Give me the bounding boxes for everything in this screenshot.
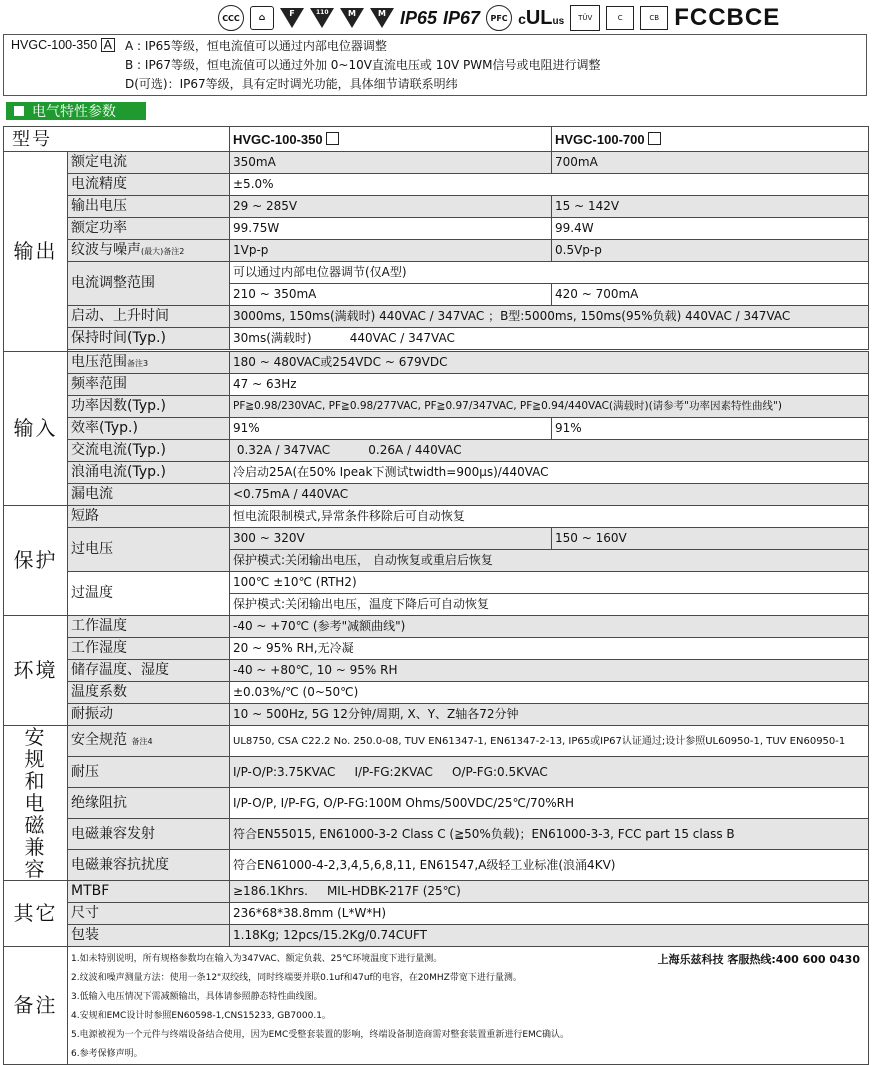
cell: 恒电流限制模式,异常条件移除后可自动恢复: [230, 506, 869, 528]
category-input: 输入: [4, 352, 68, 506]
table-row: [4, 262, 869, 284]
cell: 150 ~ 160V: [552, 528, 869, 550]
table-row: [4, 196, 869, 218]
tuv-cert-icon: TÜV: [570, 5, 600, 31]
mm-mark-icon: M: [370, 8, 394, 28]
spec-table: [3, 126, 869, 1065]
cell: 180 ~ 480VAC或254VDC ~ 679VDC: [230, 352, 869, 374]
row-label: 耐振动: [68, 704, 230, 726]
table-row: [4, 484, 869, 506]
category-note: 备注: [4, 947, 68, 1065]
row-label: 温度系数: [68, 682, 230, 704]
section-title: 电气特性参数: [6, 102, 146, 120]
note-item: 2.纹波和噪声测量方法：使用一条12"双绞线，同时终端要并联0.1uf和47uf的电容，在20MHZ带宽下进行量测。: [71, 973, 522, 983]
table-row: [4, 947, 869, 1065]
cell: I/P-O/P:3.75KVAC I/P-FG:2KVAC O/P-FG:0.5KVAC: [230, 757, 869, 788]
cell: 符合EN61000-4-2,3,4,5,6,8,11, EN61547,A级轻工业标准(浪涌4KV): [230, 850, 869, 881]
cell: 91%: [230, 418, 552, 440]
pfc-mark-icon: PFC: [486, 5, 512, 31]
table-row: [4, 240, 869, 262]
cell: 1Vp-p: [230, 240, 552, 262]
row-label: 启动、上升时间: [68, 306, 230, 328]
table-row: [4, 218, 869, 240]
row-label: 电压范围备注3: [68, 352, 230, 374]
cell: 300 ~ 320V: [230, 528, 552, 550]
square-icon: [14, 106, 24, 116]
table-row: [4, 819, 869, 850]
table-row: [4, 418, 869, 440]
table-row: [4, 638, 869, 660]
row-label: 尺寸: [68, 903, 230, 925]
cell: UL8750, CSA C22.2 No. 250.0-08, TUV EN61347-1, EN61347-2-13, IP65或IP67认证通过;设计参照UL60950-1, TUV EN60950-1: [230, 726, 869, 757]
table-row: [4, 352, 869, 374]
cell: I/P-O/P, I/P-FG, O/P-FG:100M Ohms/500VDC/25℃/70%RH: [230, 788, 869, 819]
cell: 30ms(满载时) 440VAC / 347VAC: [230, 328, 869, 350]
110-mark-icon: 110: [310, 8, 334, 28]
category-protect: 保护: [4, 506, 68, 616]
row-label: 工作温度: [68, 616, 230, 638]
table-row: [4, 572, 869, 594]
variant-d: D(可选)：IP67等级，具有定时调光功能，具体细节请联系明纬: [125, 77, 458, 91]
cell: 符合EN55015, EN61000-3-2 Class C (≧50%负载)；EN61000-3-3, FCC part 15 class B: [230, 819, 869, 850]
cell: -40 ~ +80℃, 10 ~ 95% RH: [230, 660, 869, 682]
variant-description: [3, 34, 867, 96]
cell: 保护模式:关闭输出电压，温度下降后可自动恢复: [230, 594, 869, 616]
row-label: 包装: [68, 925, 230, 947]
row-label: 电磁兼容发射: [68, 819, 230, 850]
cell: 420 ~ 700mA: [552, 284, 869, 306]
variant-b: B : IP67等级，恒电流值可以通过外加 0~10V直流电压或 10V PWM信号或电阻进行调整: [125, 58, 601, 72]
row-label: 功率因数(Typ.): [68, 396, 230, 418]
row-label: 绝缘阻抗: [68, 788, 230, 819]
table-row: [4, 127, 869, 152]
cell: 29 ~ 285V: [230, 196, 552, 218]
notes-cell: [68, 947, 869, 1065]
category-env: 环境: [4, 616, 68, 726]
cell: 47 ~ 63Hz: [230, 374, 869, 396]
table-row: [4, 925, 869, 947]
fcc-cb-ce-marks: FCCBCE: [674, 4, 781, 31]
table-row: [4, 881, 869, 903]
row-label: 输出电压: [68, 196, 230, 218]
certification-bar: [218, 4, 868, 32]
row-label: 储存温度、湿度: [68, 660, 230, 682]
table-row: [4, 660, 869, 682]
cell: 236*68*38.8mm (L*W*H): [230, 903, 869, 925]
cell: <0.75mA / 440VAC: [230, 484, 869, 506]
row-label: 电流精度: [68, 174, 230, 196]
table-row: [4, 903, 869, 925]
category-safety: 安规和电磁兼容: [4, 726, 68, 881]
row-label: 额定电流: [68, 152, 230, 174]
cell: 15 ~ 142V: [552, 196, 869, 218]
category-other: 其它: [4, 881, 68, 947]
cell: 91%: [552, 418, 869, 440]
table-row: [4, 306, 869, 328]
model-label: HVGC-100-350 A: [11, 38, 115, 52]
row-label: 漏电流: [68, 484, 230, 506]
cell: 100℃ ±10℃ (RTH2): [230, 572, 869, 594]
model-header-label: 型号: [4, 127, 230, 152]
table-row: [4, 396, 869, 418]
table-row: [4, 328, 869, 350]
category-output: 输出: [4, 152, 68, 352]
cell: 20 ~ 95% RH,无冷凝: [230, 638, 869, 660]
cell: 0.32A / 347VAC 0.26A / 440VAC: [230, 440, 869, 462]
cul-us-mark: cULus: [518, 6, 565, 29]
model-col2: HVGC-100-700: [552, 127, 869, 152]
f-mark-icon: F: [280, 8, 304, 28]
table-row: [4, 788, 869, 819]
table-row: [4, 174, 869, 196]
row-label: 频率范围: [68, 374, 230, 396]
table-row: [4, 682, 869, 704]
note-item: 6.参考保修声明。: [71, 1049, 143, 1059]
row-label: 纹波与噪声(最大)备注2: [68, 240, 230, 262]
row-label: 电磁兼容抗扰度: [68, 850, 230, 881]
cell: 1.18Kg; 12pcs/15.2Kg/0.74CUFT: [230, 925, 869, 947]
row-label: 效率(Typ.): [68, 418, 230, 440]
cell: 350mA: [230, 152, 552, 174]
cb-box-cert-icon: CB: [640, 6, 668, 30]
model-col1: HVGC-100-350: [230, 127, 552, 152]
enclosure-cert-icon: ⌂: [250, 6, 274, 30]
row-label: 短路: [68, 506, 230, 528]
note-item: 5.电源被视为一个元件与终端设备结合使用，因为EMC受整套装置的影响，终端设备制造商需对整套装置重新进行EMC确认。: [71, 1030, 570, 1040]
table-row: [4, 726, 869, 757]
note-item: 3.低输入电压情况下需减额输出，具体请参照静态特性曲线图。: [71, 992, 323, 1002]
hotline: 上海乐兹科技 客服热线:400 600 0430: [657, 953, 860, 966]
cell: 210 ~ 350mA: [230, 284, 552, 306]
note-item: 1.如未特别说明，所有规格参数均在输入为347VAC、额定负载、25℃环境温度下进行量测。: [71, 954, 443, 964]
m-mark-icon: M: [340, 8, 364, 28]
row-label: 过温度: [68, 572, 230, 616]
cell: -40 ~ +70℃ (参考"减额曲线"): [230, 616, 869, 638]
table-row: [4, 616, 869, 638]
cell: 保护模式:关闭输出电压， 自动恢复或重启后恢复: [230, 550, 869, 572]
cell: 3000ms, 150ms(满载时) 440VAC / 347VAC ；B型:5000ms, 150ms(95%负载) 440VAC / 347VAC: [230, 306, 869, 328]
ip67-mark: IP67: [443, 7, 481, 28]
row-label: MTBF: [68, 881, 230, 903]
variant-a: A : IP65等级，恒电流值可以通过内部电位器调整: [125, 39, 387, 53]
table-row: [4, 152, 869, 174]
cell: 99.4W: [552, 218, 869, 240]
table-row: [4, 704, 869, 726]
table-row: [4, 850, 869, 881]
ip65-mark: IP65: [400, 7, 438, 28]
table-row: [4, 440, 869, 462]
table-row: [4, 528, 869, 550]
ccc-cert-icon: CCC: [218, 5, 244, 31]
cell: 可以通过内部电位器调节(仅A型): [230, 262, 869, 284]
table-row: [4, 757, 869, 788]
table-row: [4, 374, 869, 396]
row-label: 过电压: [68, 528, 230, 572]
row-label: 工作湿度: [68, 638, 230, 660]
cell: ±0.03%/℃ (0~50℃): [230, 682, 869, 704]
note-item: 4.安规和EMC设计时参照EN60598-1,CNS15233, GB7000.1。: [71, 1011, 331, 1021]
cell: 99.75W: [230, 218, 552, 240]
cell: ≥186.1Khrs. MIL-HDBK-217F (25℃): [230, 881, 869, 903]
cell: 冷启动25A(在50% Ipeak下测试twidth=900μs)/440VAC: [230, 462, 869, 484]
cell: 0.5Vp-p: [552, 240, 869, 262]
row-label: 额定功率: [68, 218, 230, 240]
cell: PF≧0.98/230VAC, PF≧0.98/277VAC, PF≧0.97/347VAC, PF≧0.94/440VAC(满载时)(请参考"功率因素特性曲线"): [230, 396, 869, 418]
row-label: 电流调整范围: [68, 262, 230, 306]
table-row: [4, 506, 869, 528]
row-label: 交流电流(Typ.): [68, 440, 230, 462]
table-row: [4, 462, 869, 484]
cell: ±5.0%: [230, 174, 869, 196]
row-label: 浪涌电流(Typ.): [68, 462, 230, 484]
row-label: 安全规范 备注4: [68, 726, 230, 757]
cell: 700mA: [552, 152, 869, 174]
cell: 10 ~ 500Hz, 5G 12分钟/周期, X、Y、Z轴各72分钟: [230, 704, 869, 726]
row-label: 保持时间(Typ.): [68, 328, 230, 350]
ctick-cert-icon: C: [606, 6, 634, 30]
row-label: 耐压: [68, 757, 230, 788]
